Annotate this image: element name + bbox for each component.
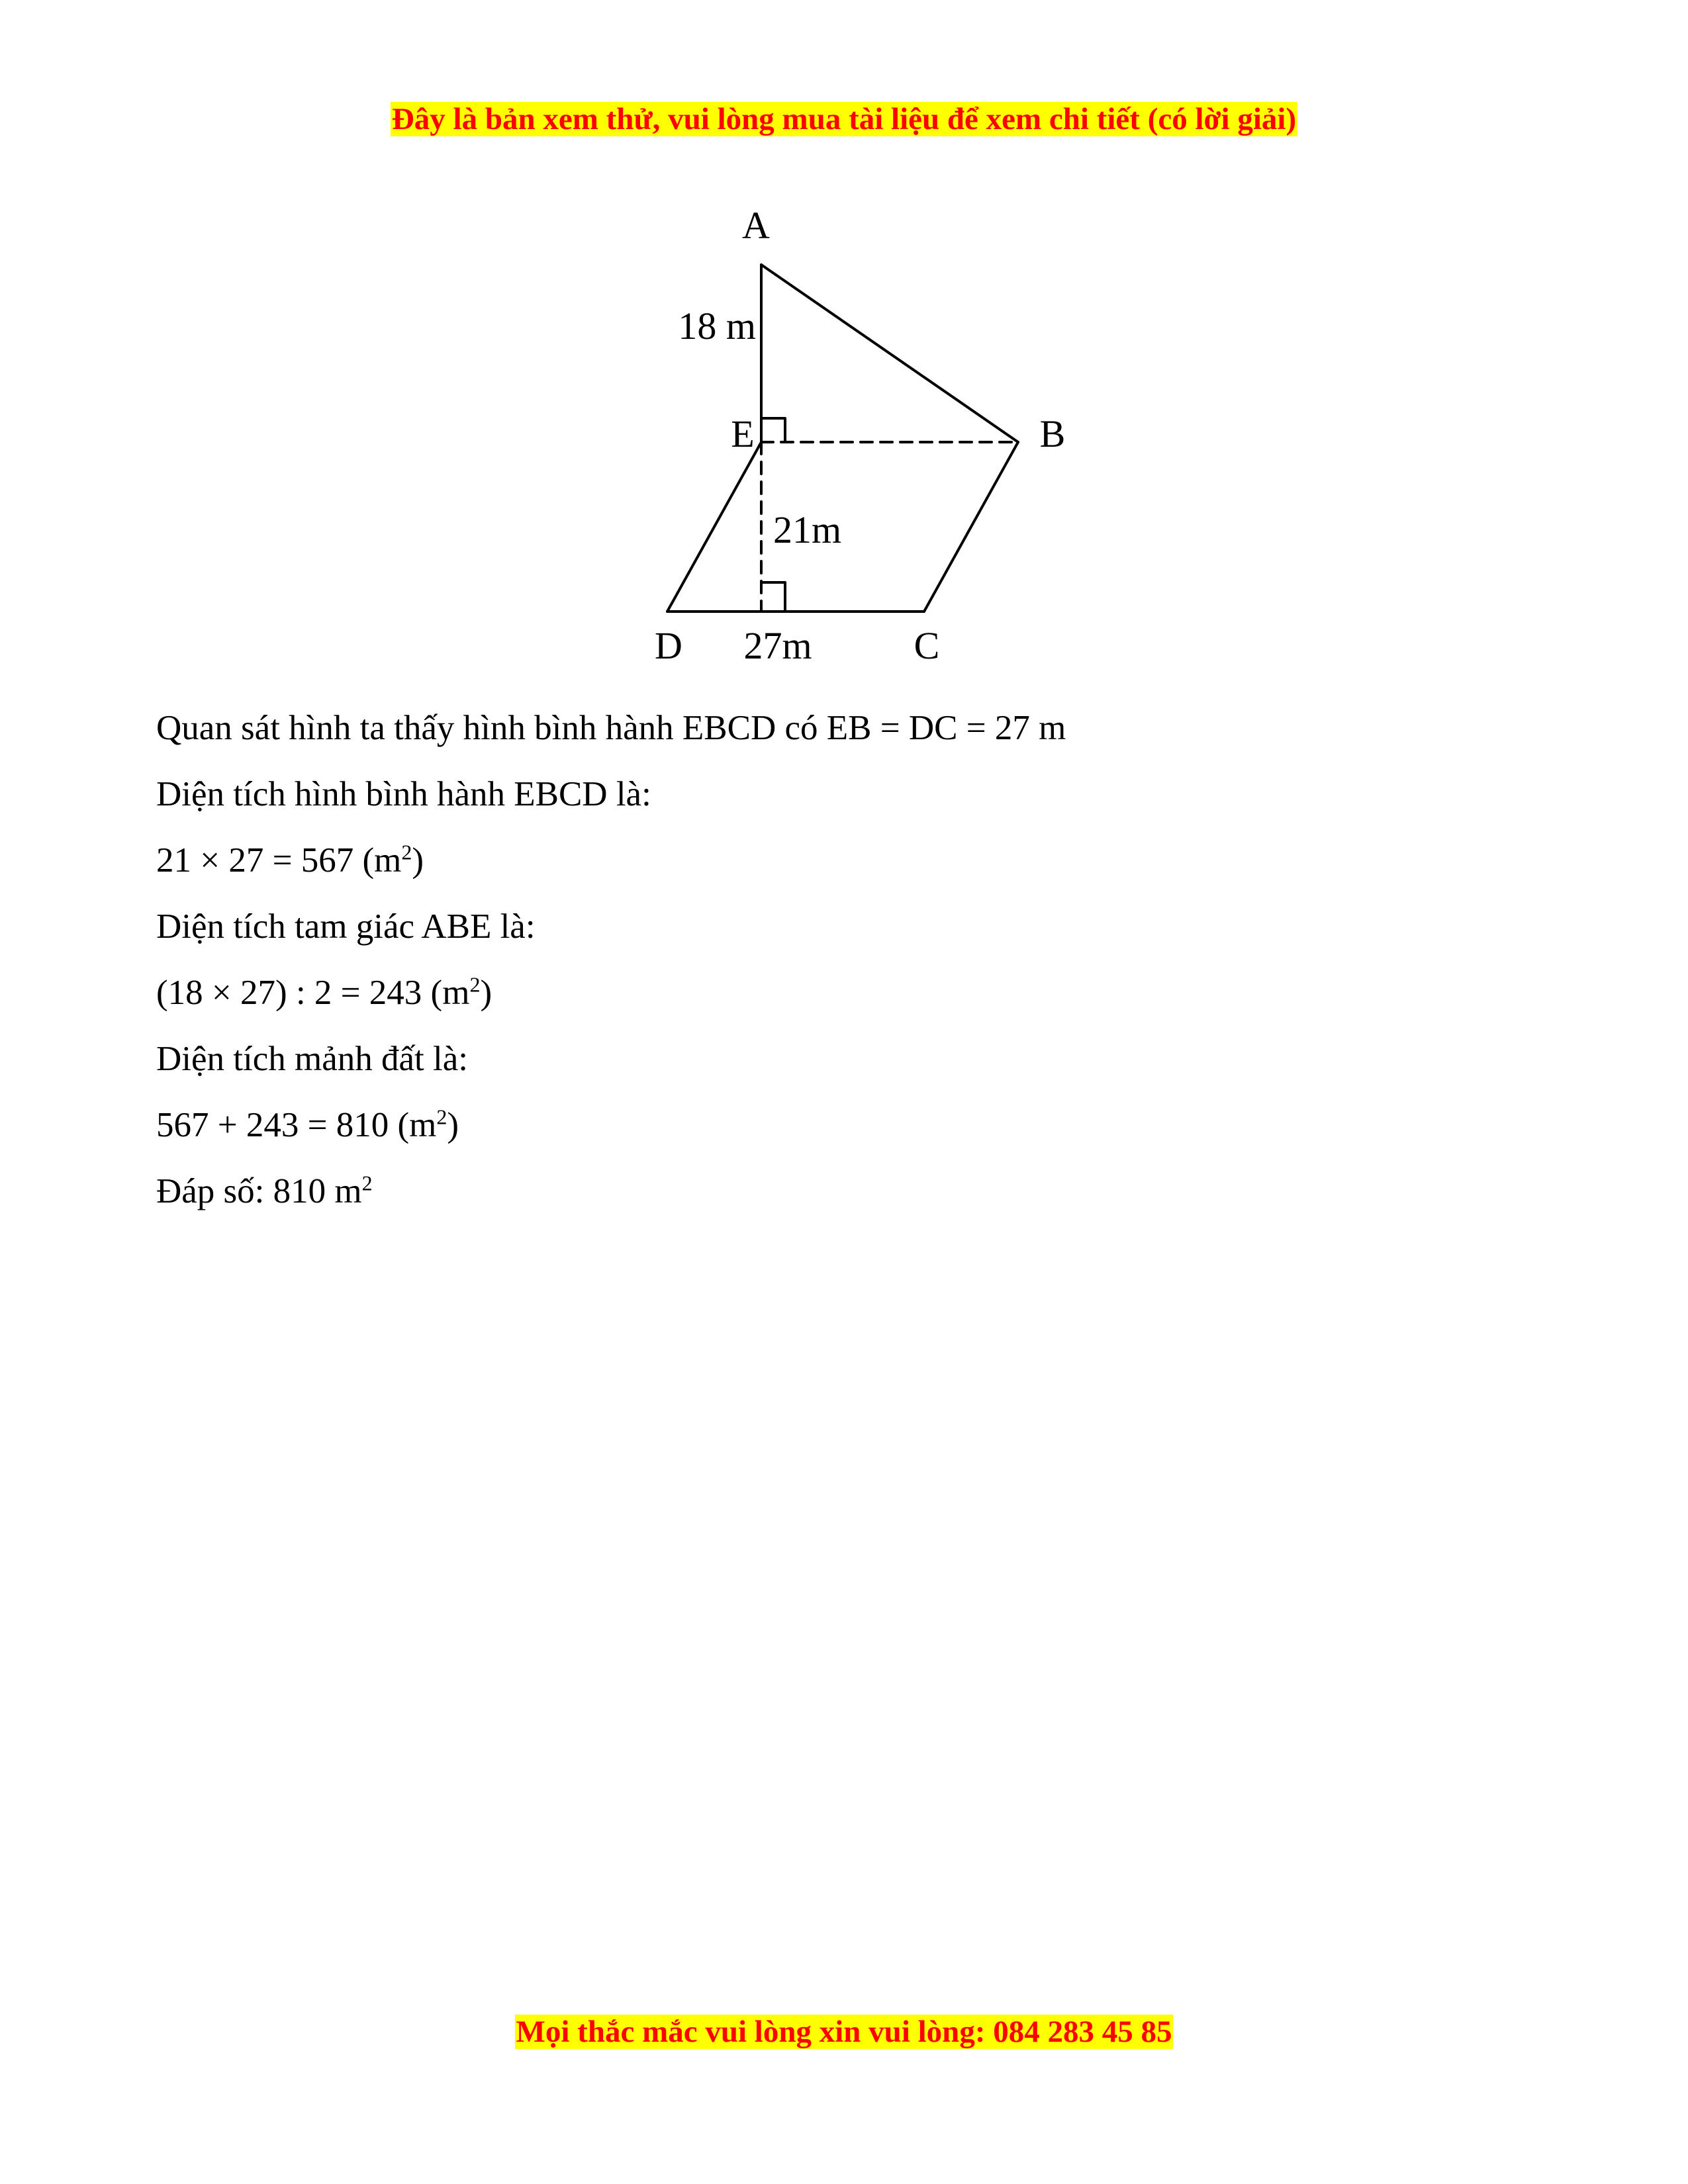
point-label-c: C [914,624,940,667]
solution-text [156,695,1480,1224]
point-label-a: A [742,204,770,247]
superscript: 2 [469,972,481,997]
point-label-b: B [1039,412,1066,455]
segment-bc [924,442,1018,612]
preview-notice-text: Đây là bản xem thử, vui lòng mua tài liệu để xem chi tiết (có lời giải) [391,102,1297,136]
point-label-d: D [655,624,682,667]
superscript: 2 [436,1105,447,1129]
superscript: 2 [361,1171,373,1195]
solution-line: Diện tích mảnh đất là: [156,1040,468,1078]
segment-ed [667,442,761,612]
segment-ab [761,265,1018,442]
point-label-e: E [731,412,755,455]
solution-line: Diện tích hình bình hành EBCD là: [156,775,651,813]
label-dc-length: 27m [743,624,812,667]
solution-line: Diện tích tam giác ABE là: [156,907,536,946]
right-angle-mark-h [761,582,785,612]
label-ae-length: 18 m [678,304,756,347]
preview-notice-banner [0,99,1688,139]
solution-line: Quan sát hình ta thấy hình bình hành EBCD có EB = DC = 27 m [156,709,1066,747]
right-angle-mark-e [761,418,785,442]
answer-line: Đáp số: 810 $m^2$ [156,1171,373,1210]
solution-line: 567 + 243 = 810 $(m^2)$ [156,1105,459,1144]
superscript: 2 [401,840,412,864]
geometry-figure [635,185,1086,675]
solution-line: (18 × 27) : 2 = 243 $(m^2)$ [156,972,492,1012]
contact-text: Mọi thắc mắc vui lòng xin vui lòng: 084 283 45 85 [516,2015,1172,2049]
contact-banner [0,2012,1688,2052]
label-height-length: 21m [773,508,842,551]
solution-line: 21 × 27 = 567 $(m^2)$ [156,840,424,880]
